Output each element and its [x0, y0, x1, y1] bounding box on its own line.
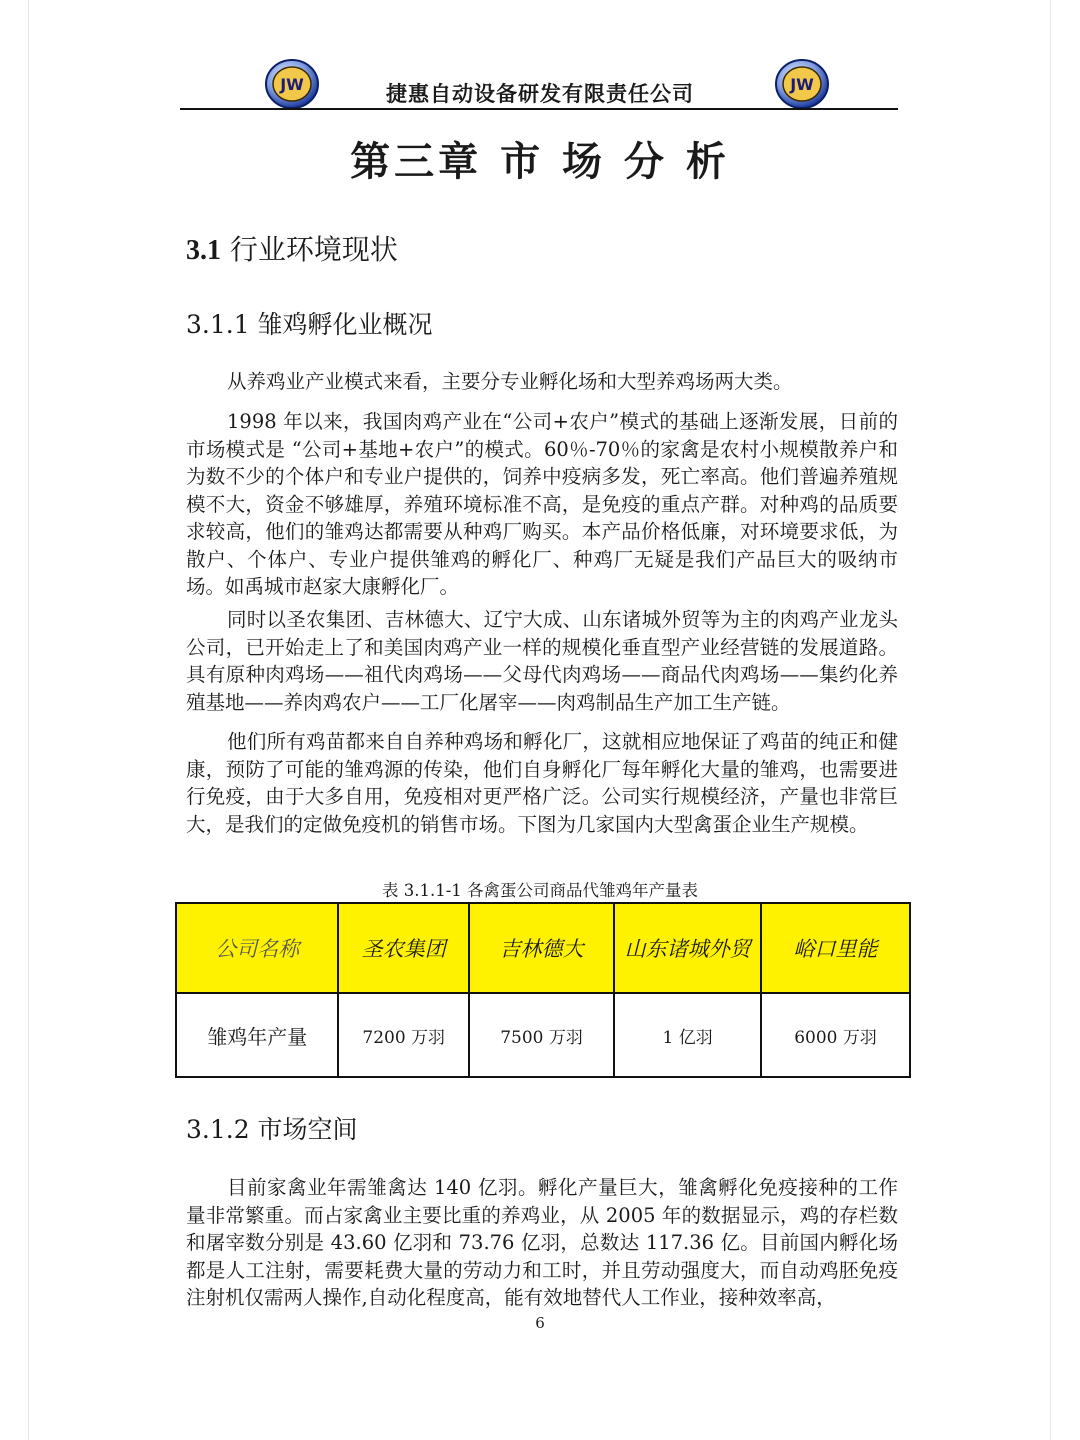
table-header-cell: 山东诸城外贸: [614, 903, 761, 993]
paragraph: 从养鸡业产业模式来看，主要分专业孵化场和大型养鸡场两大类。: [227, 370, 793, 393]
section-title: 行业环境现状: [229, 233, 398, 266]
svg-text:JW: JW: [790, 75, 814, 94]
paragraph: 同时以圣农集团、吉林德大、辽宁大成、山东诸城外贸等为主的肉鸡产业龙头公司，已开始走上了和美国肉鸡产业一样的规模化垂直型产业经营链的发展道路。具有原种肉鸡场——祖代肉鸡场——父母代肉鸡场——商品代肉鸡场——集约化养殖基地——养肉鸡农户——工厂化屠宰——肉鸡制品生产加工生产链。: [186, 608, 898, 714]
table-cell: 7500 万羽: [469, 993, 614, 1077]
subsection-heading-2: 3.1.2 市场空间: [186, 1115, 358, 1144]
table-row: [176, 993, 910, 1077]
table-header-cell: 吉林德大: [469, 903, 614, 993]
paragraph: 目前家禽业年需雏禽达 140 亿羽。孵化产量巨大，雏禽孵化免疫接种的工作量非常繁重。而占家禽业主要比重的养鸡业，从 2005 年的数据显示，鸡的存栏数和屠宰数分别是 43.60 亿羽和 73.76 亿羽，总数达 117.36 亿。目前国内孵化场都是人工注射，需要耗费大量的劳动力和工时，并且劳动强度大，而自动鸡胚免疫注射机仅需两人操作,自动化程度高，能有效地替代人工作业，接种效率高，: [186, 1176, 898, 1309]
paragraph: 1998 年以来，我国肉鸡产业在“公司+农户”模式的基础上逐渐发展，日前的市场模式是 “公司+基地+农户”的模式。60％-70％的家禽是农村小规模散养户和为数不少的个体户和专业户提供的，饲养中疫病多发，死亡率高。他们普遍养殖规模不大，资金不够雄厚，养殖环境标准不高，是免疫的重点产群。对种鸡的品质要求较高，他们的雏鸡达都需要从种鸡厂购买。本产品价格低廉，对环境要求低，为散户、个体户、专业户提供雏鸡的孵化厂、种鸡厂无疑是我们产品巨大的吸纳市场。如禹城市赵家大康孵化厂。: [186, 410, 898, 598]
header-divider: [180, 108, 898, 110]
table-cell: 6000 万羽: [761, 993, 910, 1077]
section-heading: [186, 228, 398, 268]
section-number: 3.1: [186, 235, 221, 266]
subsection-heading-1: 3.1.1 雏鸡孵化业概况: [186, 310, 433, 339]
production-table: [175, 902, 911, 1078]
svg-text:JW: JW: [280, 75, 304, 94]
table-cell: 1 亿羽: [614, 993, 761, 1077]
page-number: 6: [535, 1314, 545, 1332]
company-name: 捷惠自动设备研发有限责任公司: [386, 82, 694, 106]
table-header-cell: 公司名称: [176, 903, 338, 993]
page-edge-right: [1050, 0, 1051, 1440]
table-header-cell: 峪口里能: [761, 903, 910, 993]
table-header-cell: 圣农集团: [338, 903, 469, 993]
paragraph: 他们所有鸡苗都来自自养种鸡场和孵化厂，这就相应地保证了鸡苗的纯正和健康，预防了可能的雏鸡源的传染，他们自身孵化厂每年孵化大量的雏鸡，也需要进行免疫，由于大多自用，免疫相对更严格广泛。公司实行规模经济，产量也非常巨大，是我们的定做免疫机的销售市场。下图为几家国内大型禽蛋企业生产规模。: [186, 730, 898, 836]
page-edge-left: [28, 0, 29, 1440]
table-caption: 表 3.1.1-1 各禽蛋公司商品代雏鸡年产量表: [381, 881, 699, 900]
table-cell: 雏鸡年产量: [176, 993, 338, 1077]
chapter-title: 第三章 市 场 分 析: [350, 138, 730, 185]
table-cell: 7200 万羽: [338, 993, 469, 1077]
table-header-row: [176, 903, 910, 993]
